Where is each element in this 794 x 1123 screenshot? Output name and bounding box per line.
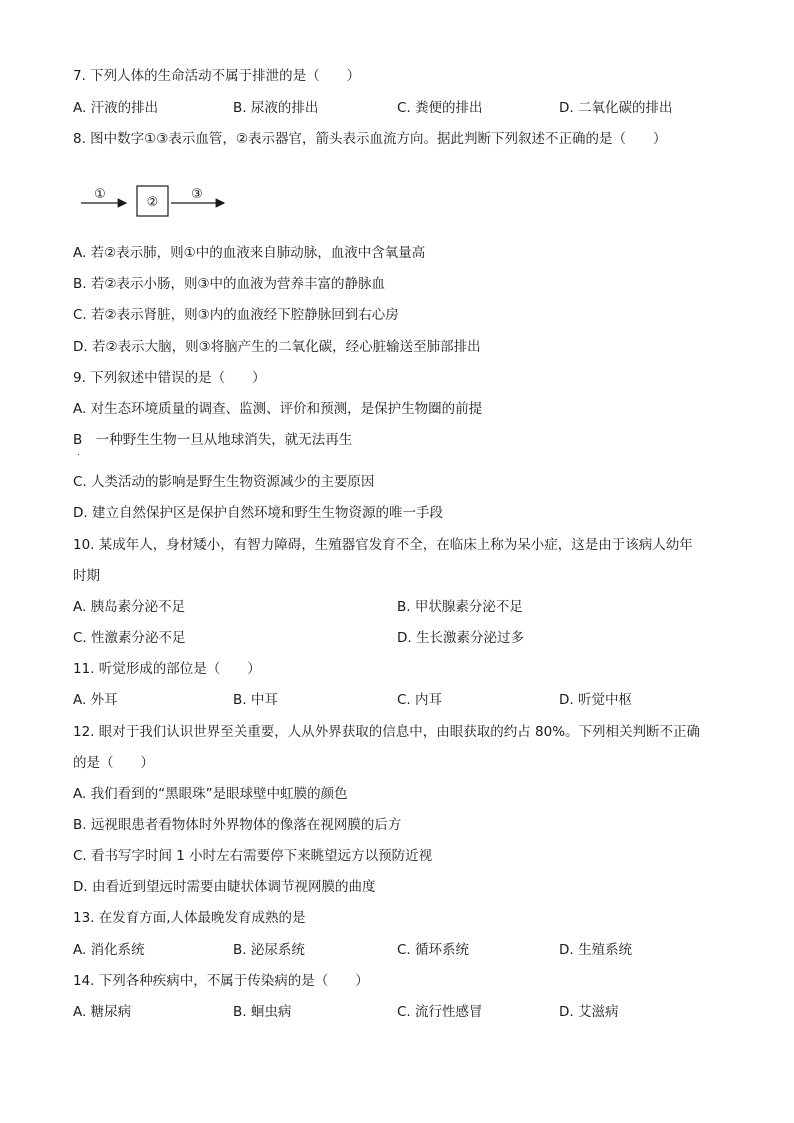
q9-option-b: B 一种野生生物一旦从地球消失，就无法再生 xyxy=(73,432,353,448)
q13-option-c: C. 循环系统 xyxy=(397,942,470,958)
q14-option-b: B. 蛔虫病 xyxy=(233,1004,292,1020)
q14-option-d: D. 艾滋病 xyxy=(559,1004,619,1020)
q7-option-a: A. 汗液的排出 xyxy=(73,100,159,116)
q9-option-c: C. 人类活动的影响是野生生物资源减少的主要原因 xyxy=(73,474,375,490)
q8-option-c: C. 若②表示肾脏，则③内的血液经下腔静脉回到右心房 xyxy=(73,307,399,323)
q10-option-d: D. 生长激素分泌过多 xyxy=(397,630,524,646)
q11-option-a: A. 外耳 xyxy=(73,692,118,708)
q7-option-d: D. 二氧化碳的排出 xyxy=(559,100,673,116)
q10-option-c: C. 性激素分泌不足 xyxy=(73,630,186,646)
q9-option-a: A. 对生态环境质量的调查、监测、评价和预测，是保护生物圈的前提 xyxy=(73,401,483,417)
q8-option-b: B. 若②表示小肠，则③中的血液为营养丰富的静脉血 xyxy=(73,276,386,292)
q11-stem: 11. 听觉形成的部位是（ ） xyxy=(73,661,261,677)
blood-flow-diagram xyxy=(78,182,238,218)
q7-option-c: C. 粪便的排出 xyxy=(397,100,483,116)
q12-option-c: C. 看书写字时间 1 小时左右需要停下来眺望远方以预防近视 xyxy=(73,848,433,864)
q8-option-a: A. 若②表示肺，则①中的血液来自肺动脉，血液中含氧量高 xyxy=(73,245,426,261)
q11-option-b: B. 中耳 xyxy=(233,692,278,708)
q11-option-c: C. 内耳 xyxy=(397,692,443,708)
vessel-3-label: ③ xyxy=(191,187,203,202)
vessel-1-label: ① xyxy=(94,187,106,202)
q10-stem-line2: 时期 xyxy=(73,568,100,584)
q8-option-d: D. 若②表示大脑，则③将脑产生的二氧化碳，经心脏输送至肺部排出 xyxy=(73,339,481,355)
organ-label: ② xyxy=(146,195,159,210)
q13-stem: 13. 在发育方面,人体最晚发育成熟的是 xyxy=(73,910,306,926)
q12-option-a: A. 我们看到的“黑眼珠”是眼球壁中虹膜的颜色 xyxy=(73,786,348,802)
q10-option-b: B. 甲状腺素分泌不足 xyxy=(397,599,523,615)
q13-option-b: B. 泌尿系统 xyxy=(233,942,305,958)
q10-stem-line1: 10. 某成年人，身材矮小，有智力障碍，生殖器官发育不全，在临床上称为呆小症，这是由于该病人幼年 xyxy=(73,537,693,553)
q10-option-a: A. 胰岛素分泌不足 xyxy=(73,599,186,615)
q12-stem-line1: 12. 眼对于我们认识世界至关重要，人从外界获取的信息中，由眼获取的约占 80%。下列相关判断不正确 xyxy=(73,724,701,740)
q14-option-a: A. 糖尿病 xyxy=(73,1004,132,1020)
q8-stem: 8. 图中数字①③表示血管，②表示器官，箭头表示血流方向。据此判断下列叙述不正确的是（ ） xyxy=(73,131,667,147)
q13-option-a: A. 消化系统 xyxy=(73,942,145,958)
q12-option-d: D. 由看近到望远时需要由睫状体调节视网膜的曲度 xyxy=(73,879,376,895)
q9-stem: 9. 下列叙述中错误的是（ ） xyxy=(73,370,266,386)
q7-stem: 7. 下列人体的生命活动不属于排泄的是（ ） xyxy=(73,68,361,84)
q11-option-d: D. 听觉中枢 xyxy=(559,692,632,708)
q14-option-c: C. 流行性感冒 xyxy=(397,1004,483,1020)
q13-option-d: D. 生殖系统 xyxy=(559,942,632,958)
q12-option-b: B. 远视眼患者看物体时外界物体的像落在视网膜的后方 xyxy=(73,817,402,833)
q9-option-d: D. 建立自然保护区是保护自然环境和野生生物资源的唯一手段 xyxy=(73,505,443,521)
q12-stem-line2: 的是（ ） xyxy=(73,755,154,771)
q14-stem: 14. 下列各种疾病中，不属于传染病的是（ ） xyxy=(73,973,369,989)
q9-option-b-dot: . xyxy=(77,448,80,458)
q7-option-b: B. 尿液的排出 xyxy=(233,100,319,116)
